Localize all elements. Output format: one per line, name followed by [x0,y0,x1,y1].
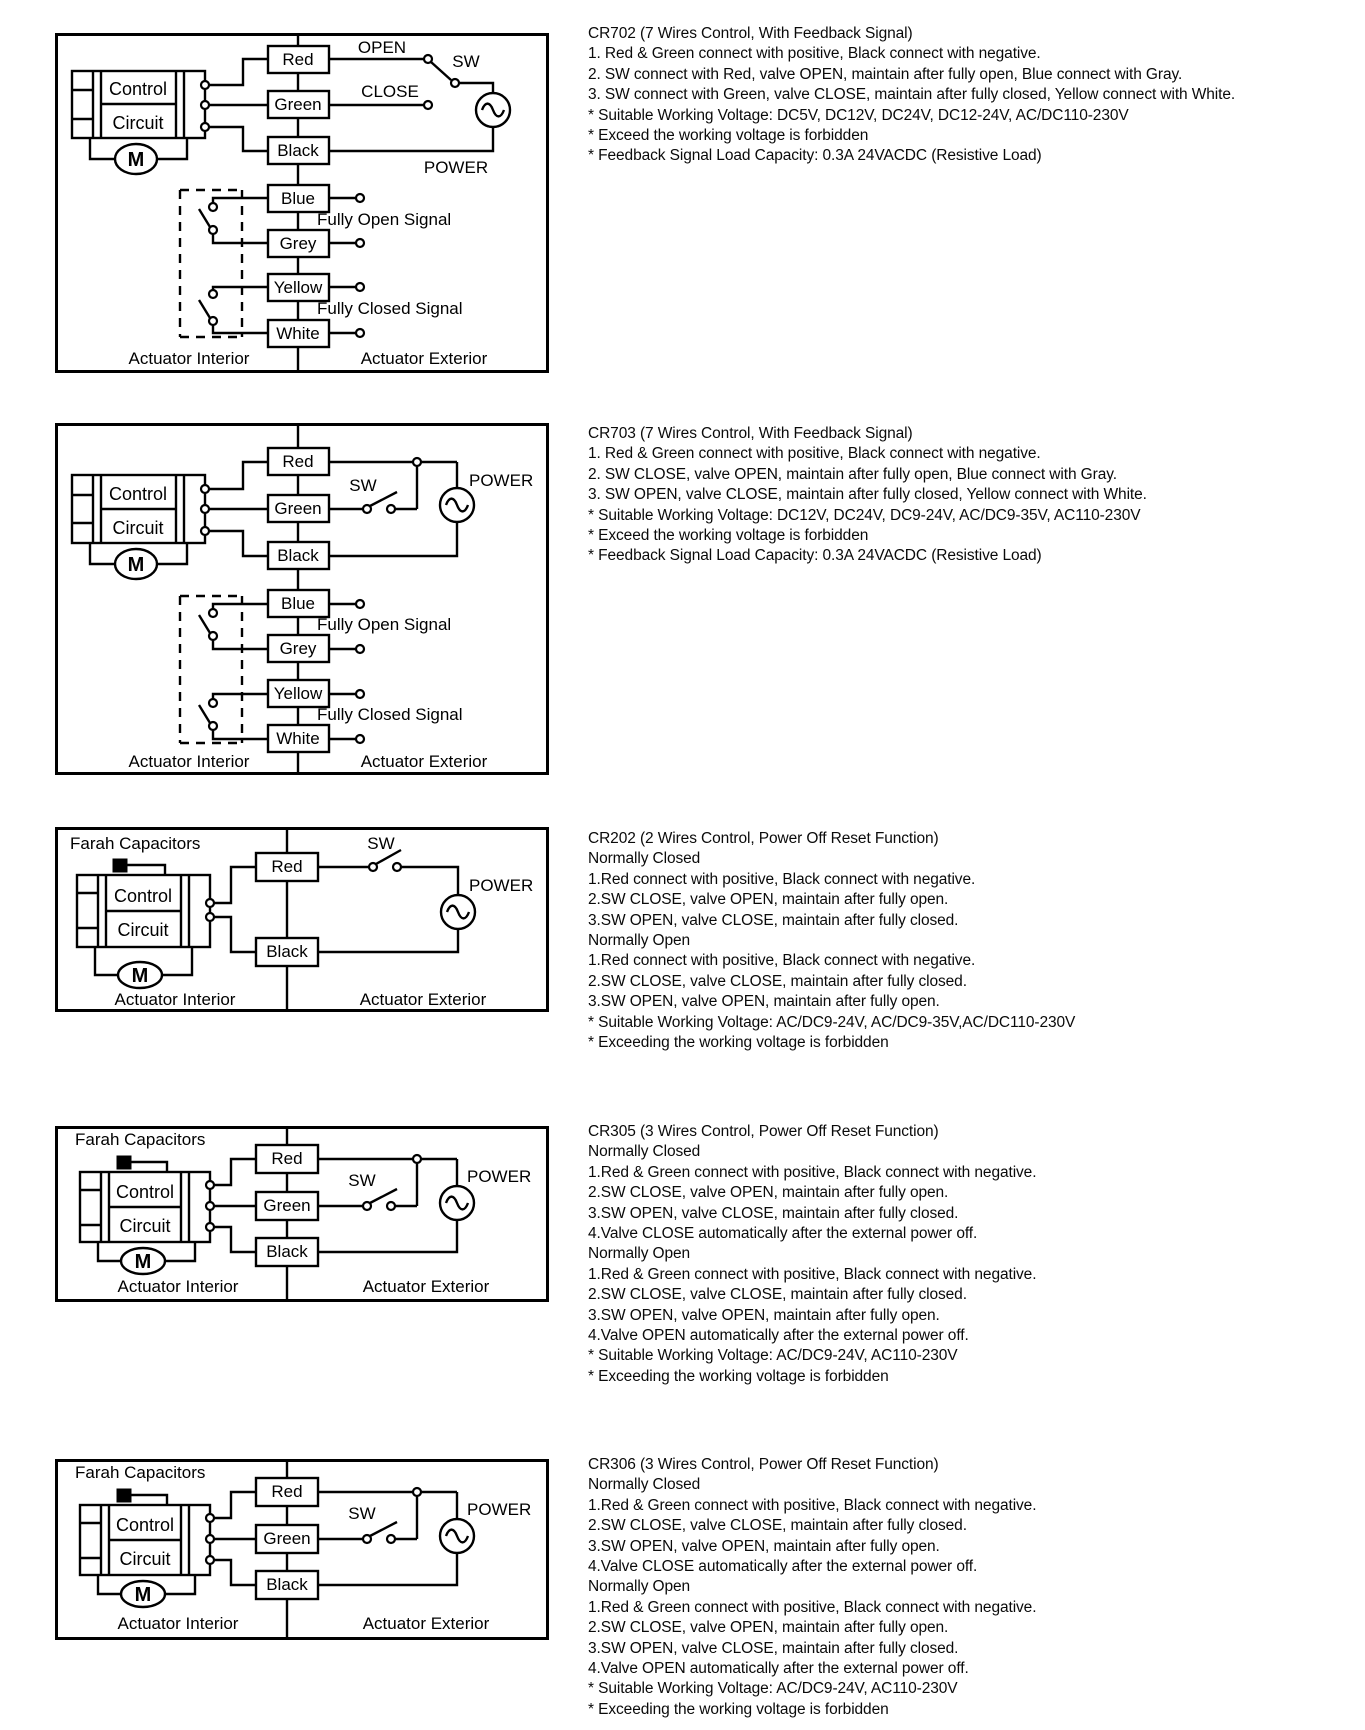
wire-label-grey: Grey [279,234,317,253]
fully-open-signal-label: Fully Open Signal [317,615,452,634]
capacitor-icon [117,1156,167,1172]
interior-wires [214,867,256,952]
control-label: Control [108,484,168,504]
control-label: Control [115,1182,175,1202]
ac-power-source-icon [440,1519,474,1553]
spec-line: * Exceeding the working voltage is forbidden [588,1700,889,1718]
fully-open-switch-blade [199,615,210,633]
motor-label: M [134,1251,152,1273]
fully-open-switch-blade [199,209,210,227]
spec-line: 4.Valve OPEN automatically after the external power off. [588,1326,969,1344]
spec-line: 3. SW connect with Green, valve CLOSE, maintain after fully closed, Yellow connect with White. [588,86,1236,104]
spec-line: CR306 (3 Wires Control, Power Off Reset Function) [588,1456,939,1473]
spec-line: CR702 (7 Wires Control, With Feedback Signal) [588,25,913,42]
control-label: Control [108,79,168,99]
spec-text-cr305 [588,1122,1358,1387]
spec-line: * Suitable Working Voltage: DC12V, DC24V, DC9-24V, AC/DC9-35V, AC110-230V [588,506,1141,524]
ac-power-source-icon [440,1186,474,1220]
control-circuit-unit [80,1172,214,1242]
actuator-exterior-label: Actuator Exterior [362,1277,490,1296]
wire-label-yellow: Yellow [273,278,323,297]
farah-capacitors-label: Farah Capacitors [70,834,201,853]
cr703-wiring-diagram [55,423,549,775]
motor-symbol [98,1242,195,1274]
wire-label-black: Black [266,942,308,961]
sw-label: SW [349,476,377,495]
spec-line: 1. Red & Green connect with positive, Black connect with negative. [588,45,1041,63]
spec-line: 1.Red & Green connect with positive, Black connect with negative. [588,1496,1037,1514]
wire-label-red: Red [271,857,303,876]
circuit-label: Circuit [112,113,164,133]
spec-line: 3. SW OPEN, valve CLOSE, maintain after fully closed, Yellow connect with White. [588,486,1147,504]
fully-closed-signal-label: Fully Closed Signal [317,705,463,724]
exterior-wires [318,1488,457,1585]
wire-label-blue: Blue [280,189,316,208]
motor-symbol [95,947,192,988]
motor-symbol [90,543,187,579]
wire-label-grey: Grey [279,639,317,658]
spec-line: 3.SW OPEN, valve OPEN, maintain after fully open. [588,1306,940,1324]
capacitor-icon [117,1489,167,1505]
wire-label-black: Black [266,1242,308,1261]
fully-closed-switch-blade [199,705,210,723]
wire-label-black: Black [277,546,319,565]
motor-label: M [134,1584,152,1606]
sw-label: SW [348,1171,376,1190]
control-circuit-unit [72,71,209,138]
spec-line: * Suitable Working Voltage: AC/DC9-24V, AC/DC9-35V,AC/DC110-230V [588,1013,1076,1031]
spec-line: CR703 (7 Wires Control, With Feedback Signal) [588,425,913,442]
ac-power-source-icon [441,895,475,929]
spec-line: Normally Closed [588,850,701,868]
spec-line: * Suitable Working Voltage: DC5V, DC12V, DC24V, DC12-24V, AC/DC110-230V [588,106,1129,124]
spec-line: 3.SW OPEN, valve CLOSE, maintain after fully closed. [588,911,959,929]
cr305-wiring-diagram [55,1126,549,1302]
spec-line: Normally Open [588,1245,691,1263]
spec-line: 3.SW OPEN, valve OPEN, maintain after fully open. [588,1537,940,1555]
motor-symbol [90,138,187,174]
spec-line: * Suitable Working Voltage: AC/DC9-24V, AC110-230V [588,1347,958,1365]
spec-line: CR305 (3 Wires Control, Power Off Reset Function) [588,1123,939,1140]
power-label: POWER [467,1167,532,1186]
spec-line: 2. SW CLOSE, valve OPEN, maintain after fully open, Blue connect with Gray. [588,465,1117,483]
exterior-wires [318,850,458,952]
spec-line: 2.SW CLOSE, valve CLOSE, maintain after fully closed. [588,972,967,990]
motor-label: M [127,149,145,171]
cr306-wiring-diagram [55,1459,549,1640]
spec-line: Normally Closed [588,1476,701,1494]
close-label: CLOSE [361,82,419,101]
cr202-wiring-diagram [55,827,549,1012]
actuator-interior-label: Actuator Interior [117,1277,239,1296]
spec-line: 3.SW OPEN, valve CLOSE, maintain after fully closed. [588,1639,959,1657]
power-label: POWER [469,471,534,490]
spec-line: * Feedback Signal Load Capacity: 0.3A 24VACDC (Resistive Load) [588,147,1042,165]
open-label: OPEN [357,38,407,57]
circuit-label: Circuit [119,1549,171,1569]
spec-line: 1.Red connect with positive, Black connect with negative. [588,870,976,888]
wire-label-green: Green [263,1196,311,1215]
cr702-wiring-diagram [55,33,549,373]
actuator-exterior-label: Actuator Exterior [362,1614,490,1633]
wire-label-boxes [256,1145,318,1266]
wire-label-white: White [276,324,320,343]
spec-text-cr703 [588,424,1358,567]
wire-label-white: White [276,729,320,748]
spec-text-cr202 [588,829,1358,1053]
control-circuit-unit [72,475,209,543]
control-label: Control [113,886,173,906]
sw-label: SW [452,52,480,71]
motor-symbol [98,1575,195,1607]
actuator-interior-label: Actuator Interior [128,752,250,771]
motor-label: M [131,965,149,987]
spec-line: * Suitable Working Voltage: AC/DC9-24V, AC110-230V [588,1680,958,1698]
actuator-exterior-label: Actuator Exterior [360,752,488,771]
sw-switch-blade [370,1522,397,1536]
spec-line: CR202 (2 Wires Control, Power Off Reset Function) [588,830,939,847]
control-label: Control [115,1515,175,1535]
spec-line: 2.SW CLOSE, valve CLOSE, maintain after fully closed. [588,1286,967,1304]
wire-label-yellow: Yellow [273,684,323,703]
spec-line: 1.Red & Green connect with positive, Black connect with negative. [588,1598,1037,1616]
spec-line: 1.Red & Green connect with positive, Black connect with negative. [588,1163,1037,1181]
actuator-interior-label: Actuator Interior [114,990,236,1009]
exterior-wires [318,1155,457,1252]
fully-closed-switch-blade [199,300,210,318]
spec-text-cr306 [588,1455,1358,1720]
interior-wires [214,1492,256,1585]
wire-label-black: Black [266,1575,308,1594]
spec-line: 1.Red & Green connect with positive, Black connect with negative. [588,1265,1037,1283]
spec-line: * Exceeding the working voltage is forbidden [588,1367,889,1385]
ac-power-source-icon [440,488,474,522]
wire-label-red: Red [271,1482,303,1501]
wire-label-red: Red [282,452,314,471]
spec-line: Normally Open [588,1578,691,1596]
control-circuit-unit [80,1505,214,1575]
power-label: POWER [469,876,534,895]
interior-wires [209,59,268,151]
spec-line: 3.SW OPEN, valve OPEN, maintain after fully open. [588,993,940,1011]
sw-switch-blade [431,62,451,80]
feedback-switch-box [180,190,268,337]
fully-closed-signal-label: Fully Closed Signal [317,299,463,318]
actuator-interior-label: Actuator Interior [128,349,250,368]
circuit-label: Circuit [119,1216,171,1236]
wire-label-black: Black [277,141,319,160]
spec-line: Normally Closed [588,1143,701,1161]
spec-line: Normally Open [588,931,691,949]
spec-line: 4.Valve CLOSE automatically after the external power off. [588,1557,978,1575]
fully-open-signal-label: Fully Open Signal [317,210,452,229]
sw-switch-blade [370,1189,397,1203]
motor-label: M [127,554,145,576]
power-label: POWER [467,1500,532,1519]
spec-line: 2.SW CLOSE, valve OPEN, maintain after fully open. [588,1619,949,1637]
spec-line: * Exceed the working voltage is forbidden [588,526,869,544]
wire-label-red: Red [271,1149,303,1168]
spec-line: * Exceeding the working voltage is forbidden [588,1033,889,1051]
wire-label-green: Green [263,1529,311,1548]
power-label: POWER [423,158,489,177]
spec-line: 2.SW CLOSE, valve CLOSE, maintain after fully closed. [588,1517,967,1535]
interior-wires [214,1159,256,1252]
spec-line: 1. Red & Green connect with positive, Black connect with negative. [588,445,1041,463]
ac-power-source-icon [476,93,510,127]
sw-label: SW [348,1504,376,1523]
actuator-interior-label: Actuator Interior [117,1614,239,1633]
wire-label-red: Red [282,50,314,69]
spec-line: * Feedback Signal Load Capacity: 0.3A 24VACDC (Resistive Load) [588,547,1042,565]
exterior-wires [329,458,457,556]
spec-line: 2.SW CLOSE, valve OPEN, maintain after fully open. [588,1184,949,1202]
spec-line: 1.Red connect with positive, Black connect with negative. [588,952,976,970]
circuit-label: Circuit [112,518,164,538]
actuator-exterior-label: Actuator Exterior [360,349,488,368]
wire-label-boxes [256,1478,318,1599]
spec-line: 2.SW CLOSE, valve OPEN, maintain after fully open. [588,891,949,909]
wire-label-green: Green [274,95,322,114]
farah-capacitors-label: Farah Capacitors [75,1130,206,1149]
feedback-switch-box [180,596,268,743]
spec-line: 4.Valve OPEN automatically after the external power off. [588,1659,969,1677]
spec-text-cr702 [588,24,1358,167]
control-circuit-unit [77,875,214,947]
wire-label-blue: Blue [280,594,316,613]
actuator-exterior-label: Actuator Exterior [359,990,487,1009]
spec-line: * Exceed the working voltage is forbidden [588,126,869,144]
spec-line: 2. SW connect with Red, valve OPEN, maintain after fully open, Blue connect with Gray. [588,65,1183,83]
interior-wires [209,462,268,556]
circuit-label: Circuit [117,920,169,940]
farah-capacitors-label: Farah Capacitors [75,1463,206,1482]
wire-label-green: Green [274,499,322,518]
sw-label: SW [367,834,395,853]
capacitor-icon [113,859,165,875]
spec-line: 3.SW OPEN, valve CLOSE, maintain after fully closed. [588,1204,959,1222]
spec-line: 4.Valve CLOSE automatically after the external power off. [588,1224,978,1242]
